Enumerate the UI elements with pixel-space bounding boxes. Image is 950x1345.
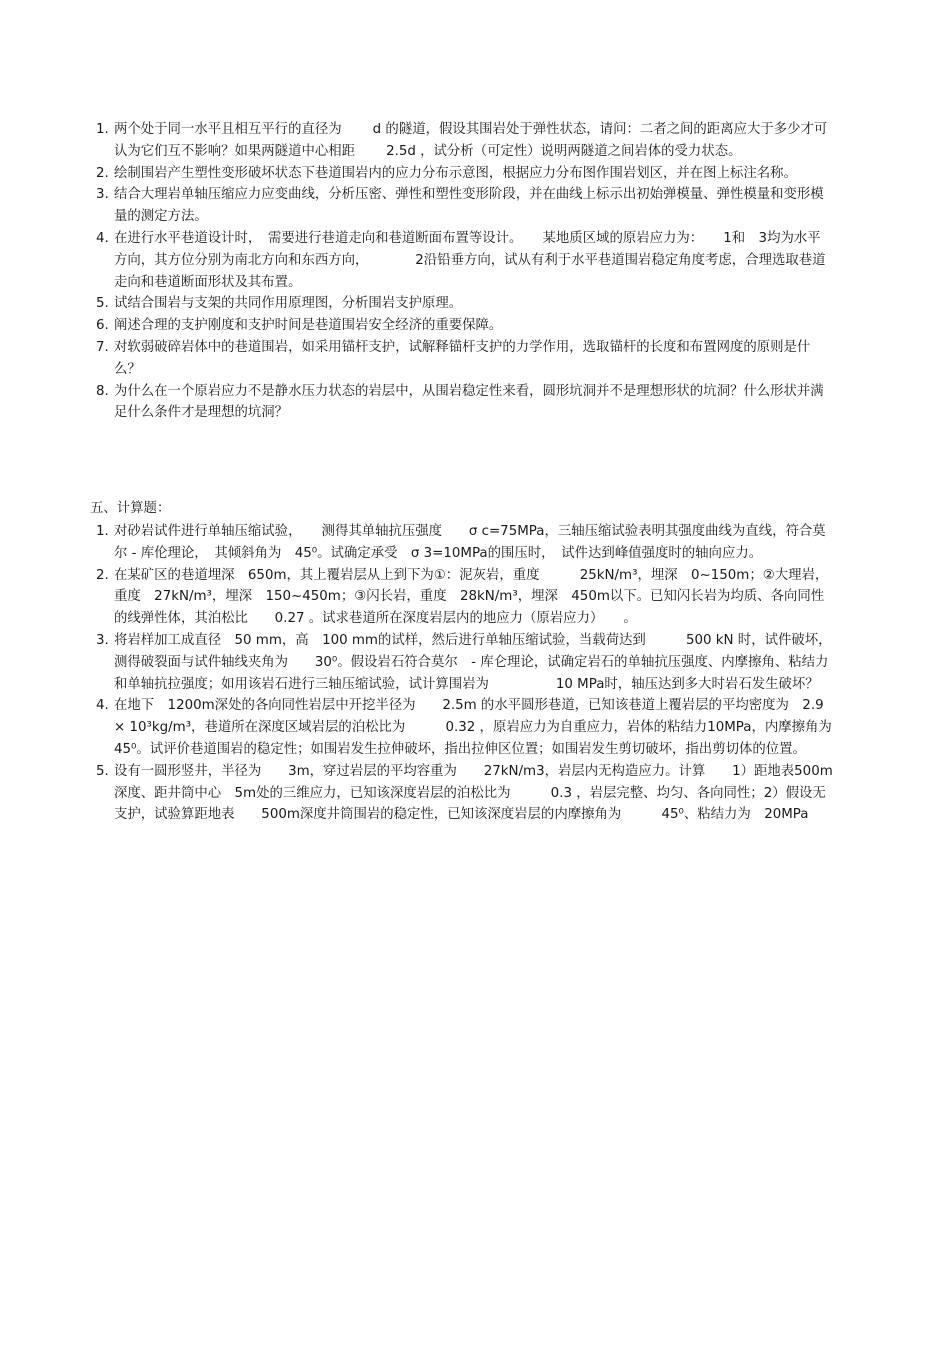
item-number: 7. <box>96 339 109 355</box>
calculation-item <box>0 521 834 565</box>
question-item <box>0 228 834 293</box>
item-number: 3. <box>96 632 109 648</box>
item-number: 5. <box>96 763 109 779</box>
question-item <box>0 163 834 185</box>
question-list <box>0 119 950 424</box>
item-text: 对软弱破碎岩体中的巷道围岩，如采用锚杆支护，试解释锚杆支护的力学作用，选取锚杆的长度和布置网度的原则是什么？ <box>114 339 811 377</box>
question-item <box>0 315 834 337</box>
item-number: 4. <box>96 698 109 714</box>
item-number: 6. <box>96 318 109 334</box>
question-item <box>0 337 834 381</box>
item-text: 绘制围岩产生塑性变形破坏状态下巷道围岩内的应力分布示意图，根据应力分布图作围岩划区，并在图上标注名称。 <box>114 165 797 181</box>
item-text: 对砂岩试件进行单轴压缩试验， 测得其单轴抗压强度 σ c=75MPa，三轴压缩试验表明其强度曲线为直线，符合莫尔 - 库伦理论， 其倾斜角为 45⁰。试确定承受 σ 3=10MPa的围压时， 试件达到峰值强度时的轴向应力。 <box>114 524 826 561</box>
question-item <box>0 293 834 315</box>
calculation-item <box>0 565 834 630</box>
item-number: 8. <box>96 383 109 399</box>
item-text: 为什么在一个原岩应力不是静水压力状态的岩层中，从围岩稳定性来看，圆形坑洞并不是理想形状的坑洞？什么形状并满足什么条件才是理想的坑洞？ <box>114 383 824 421</box>
section-title: 五、计算题： <box>90 501 171 516</box>
question-item <box>0 381 834 425</box>
item-text: 将岩样加工成直径 50 mm，高 100 mm的试样，然后进行单轴压缩试验，当载荷达到 500 kN 时，试件破坏，测得破裂面与试件轴线夹角为 30⁰。假设岩石符合莫尔 - 库仑理论，试确定岩石的单轴抗压强度、内摩擦角、粘结力和单轴抗拉强度；如用该岩石进行三轴压缩试验，试计算围岩为 10 MPa时，轴压达到多大时岩石发生破坏？ <box>114 632 832 692</box>
item-number: 3. <box>96 187 109 203</box>
item-number: 4. <box>96 230 109 246</box>
item-number: 2. <box>96 567 109 583</box>
item-text: 在某矿区的巷道埋深 650m，其上覆岩层从上到下为①：泥灰岩，重度 25kN/m³，埋深 0~150m；②大理岩，重度 27kN/m³，埋深 150~450m；③闪长岩，重度 28kN/m³，埋深 450m以下。已知闪长岩为均质、各向同性的线弹性体，其泊松比 0.27 。试求巷道所在深度岩层内的地应力（原岩应力） 。 <box>114 567 829 627</box>
calculation-item <box>0 630 834 695</box>
item-text: 阐述合理的支护刚度和支护时间是巷道围岩安全经济的重要保障。 <box>114 318 503 334</box>
calculation-item <box>0 761 834 826</box>
calculation-section <box>0 521 950 826</box>
item-text: 设有一圆形竖井，半径为 3m，穿过岩层的平均容重为 27kN/m3，岩层内无构造应力。计算 1）距地表500m深度、距井筒中心 5m处的三维应力，已知该深度岩层的泊松比为 0.3 ，岩层完整、均匀、各向同性；2）假设无支护，试验算距地表 500m深度井筒围岩的稳定性，已知该深度岩层的内摩擦角为 45⁰、粘结力为 20MPa <box>114 763 833 823</box>
item-text: 结合大理岩单轴压缩应力应变曲线，分析压密、弹性和塑性变形阶段，并在曲线上标示出初始弹模量、弹性模量和变形模量的测定方法。 <box>114 187 824 225</box>
item-text: 试结合围岩与支架的共同作用原理图，分析围岩支护原理。 <box>114 296 463 312</box>
calculation-item <box>0 695 859 760</box>
question-item <box>0 119 834 163</box>
item-number: 2. <box>96 165 109 181</box>
item-number: 5. <box>96 296 109 312</box>
item-text: 两个处于同一水平且相互平行的直径为 d 的隧道，假设其围岩处于弹性状态，请问：二者之间的距离应大于多少才可认为它们互不影响？如果两隧道中心相距 2.5d ，试分析（可定性）说明两隧道之间岩体的受力状态。 <box>114 122 828 159</box>
item-number: 1. <box>96 524 109 539</box>
item-text: 在地下 1200m深处的各向同性岩层中开挖半径为 2.5m 的水平圆形巷道，已知该巷道上覆岩层的平均密度为 2.9 × 10³kg/m³，巷道所在深度区域岩层的泊松比为 0.32 ，原岩应力为自重应力，岩体的粘结力10MPa，内摩擦角为 45⁰。试评价巷道围岩的稳定性；如围岩发生拉伸破坏，指出拉伸区位置；如围岩发生剪切破坏，指出剪切体的位置。 <box>114 698 859 757</box>
item-number: 1. <box>96 122 109 137</box>
question-section <box>0 119 950 424</box>
item-text: 在进行水平巷道设计时， 需要进行巷道走向和巷道断面布置等设计。 某地质区域的原岩应力为： 1和 3均为水平方向，其方位分别为南北方向和东西方向， 2沿铅垂方向，试从有利于水平巷道围岩稳定角度考虑，合理选取巷道走向和巷道断面形状及其布置。 <box>114 230 826 290</box>
calculation-list <box>0 521 950 826</box>
question-item <box>0 184 834 228</box>
